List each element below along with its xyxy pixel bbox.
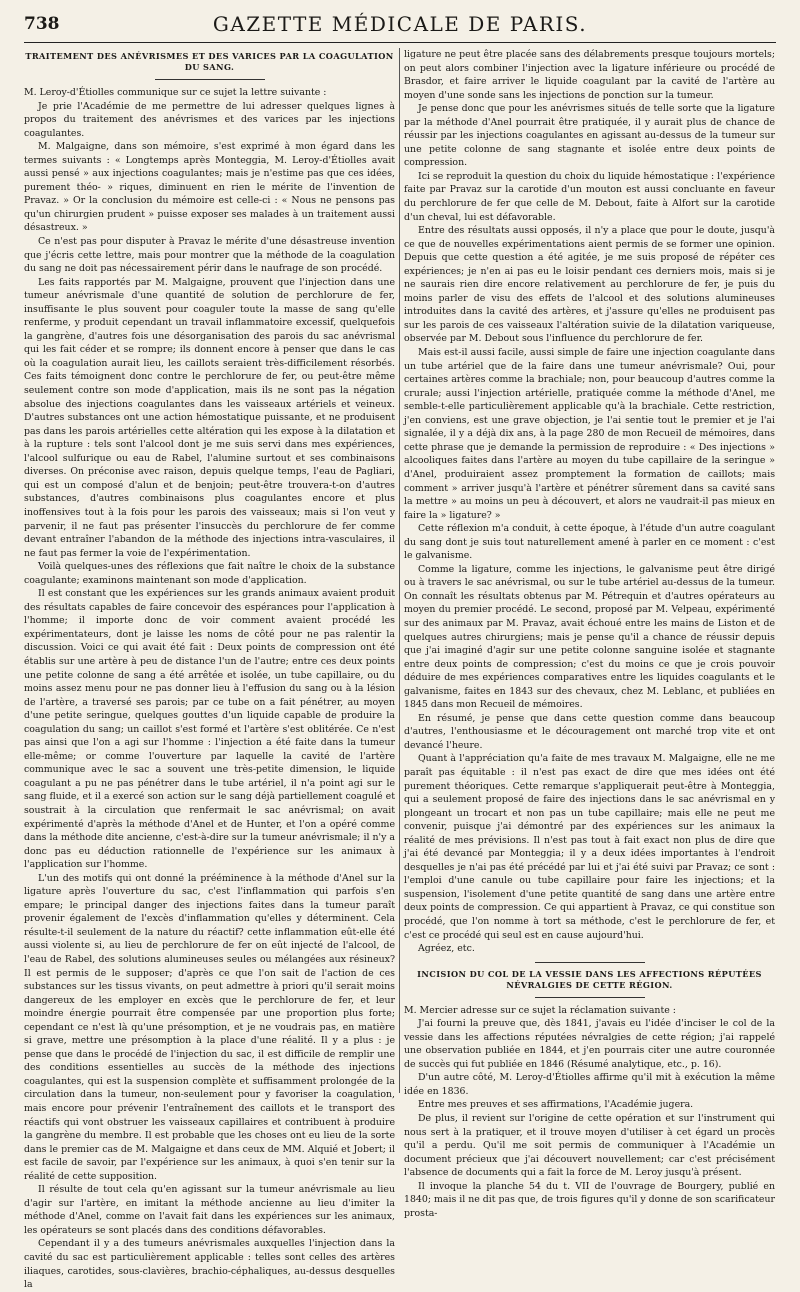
paragraph: Il est constant que les expériences sur les grands animaux avaient produit des résultats capables de faire concevoir des espérances pour l'application à l'homme; il importe donc de voir comment avaient procédé les expérimentateurs, dont je laisse les noms de côté pour ne pas ralentir la discussion. Voici ce qui avait été fait : Deux points de compression ont été établis sur une artère à peu de distance l'un de l'autre; entre ces deux points une petite colonne de sang a été arrêtée et isolée, un tube capillaire, ou du moins assez menu pour ne pas donner lieu à l'effusion du sang ou à la lésion de l'artère, a traversé ses parois; par ce tube on a fait pénétrer, au moyen d'une petite seringue, quelques gouttes d'un liquide capable de produire la coagulation du sang; un caillot s'est formé et l'artère s'est oblitérée. Ce n'est pas ainsi que l'on a agi sur l'homme : l'injection a été faite dans la tumeur elle-même; or comme l'ouverture par laquelle la cavité de l'artère communique avec le sac a souvent une très-petite dimension, le liquide coagulant a pu ne pas pénétrer dans le tube artériel, il n'a point agi sur le sang fluide, et il a exercé son action sur le sang déjà partiellement coagulé et soustrait à la circulation que renfermait le sac anévrismal; on avait expérimenté d'après la méthode d'Anel et de Hunter, et l'on a opéré comme dans la méthode dite ancienne, c'est-à-dire sur la tumeur anévrismale; il n'y a donc pas eu déduction rationnelle de l'expérience sur les animaux à l'application sur l'homme.: [24, 588, 395, 871]
column-divider: [399, 48, 400, 1093]
paragraph: Quant à l'appréciation qu'a faite de mes travaux M. Malgaigne, elle ne me paraît pas équitable : il n'est pas exact de dire que mes idées ont été purement théoriques. Cette remarque s'appliquerait peut-être à Monteggia, qui a seulement proposé de faire des injections dans le sac anévrismal en y plongeant un trocart et non pas un tube capillaire; mais elle ne peut me convenir, puisque j'ai démontré par des expériences sur les animaux la réalité de mes prévisions. Il n'est pas tout à fait exact non plus de dire que j'ai été devancé par Monteggia; il y a deux idées importantes à l'endroit desquelles je n'ai pas été précédé par lui et j'ai été suivi par Pravaz; ce sont : l'emploi d'une canule ou tube capillaire pour faire les injections; et la suspension, l'isolement d'une petite quantité de sang dans une artère entre deux points de compression. Ce qui appartient à Pravaz, ce qui constitue son procédé, que l'on nomme à tort sa méthode, c'est le perchlorure de fer, et c'est ce procédé qui seul est en cause aujourd'hui.: [404, 753, 775, 941]
paragraph: D'un autre côté, M. Leroy-d'Étiolles affirme qu'il mit à exécution la même idée en 1836.: [404, 1072, 775, 1097]
paragraph: Comme la ligature, comme les injections, le galvanisme peut être dirigé ou à travers le sac anévrismal, ou sur le tube artériel au-dessus de la tumeur. On connaît les résultats obtenus par M. Pétrequin et d'autres opérateurs au moyen du premier procédé. Le second, proposé par M. Velpeau, expérimenté sur des animaux par M. Pravaz, avait échoué entre les mains de Liston et de quelques autres chirurgiens; mais je pense qu'il a chance de réussir depuis que j'ai imaginé d'agir sur une petite colonne sanguine isolée et stagnante entre deux points de compression; c'est du moins ce que je crois pouvoir déduire de mes expériences comparatives entre les liquides coagulants et le galvanisme, faites en 1843 sur des chevaux, chez M. Leblanc, et publiées en 1845 dans mon Recueil de mémoires.: [404, 563, 775, 711]
section-separator: [535, 997, 645, 998]
section-heading-bladder: INCISION DU COL DE LA VESSIE DANS LES AFFECTIONS RÉPUTÉES NÉVRALGIES DE CETTE RÉGION.: [417, 968, 762, 990]
page-header: [24, 8, 776, 43]
paragraph: Les faits rapportés par M. Malgaigne, prouvent que l'injection dans une tumeur anévrismale d'une quantité de solution de perchlorure de fer, insuffisante le plus souvent pour coaguler toute la masse de sang qu'elle renferme, y produit cependant un travail inflammatoire excessif, quelquefois la gangrène, d'autres fois une désorganisation des parois du sac anévrismal qui les fait céder et se rompre; ils donnent encore à penser que dans le cas où la coagulation aurait lieu, les caillots seraient très-difficilement résorbés. Ces faits témoignent donc contre le perchlorure de fer, ou peut-être même seulement contre son mode d'application, mais ils ne sont pas la négation absolue des injections coagulantes dans les vaisseaux artériels et veineux. D'autres substances ont une action hémostatique puissante, et ne produisent pas dans les parois artérielles cette altération qui les expose à la dilatation et à la rupture : tels sont l'alcool dont je me suis servi dans mes expériences, l'alcool sulfurique ou eau de Rabel, l'alumine surtout et ses combinaisons diverses. On préconise avec raison, depuis quelque temps, l'eau de Pagliari, qui est un composé d'alun et de benjoin; peut-être trouvera-t-on d'autres substances, d'autres combinaisons plus coagulantes encore et plus inoffensives tout à la fois pour les parois des vaisseaux; mais si l'on veut y parvenir, il ne faut pas présenter l'insuccès du perchlorure de fer comme devant entraîner l'abandon de la méthode des injections intra-vasculaires, il ne faut pas fermer la voie de l'expérimentation.: [24, 276, 395, 559]
paragraph: M. Leroy-d'Étiolles communique sur ce sujet la lettre suivante :: [24, 87, 327, 98]
paragraph: ligature ne peut être placée sans des délabrements presque toujours mortels; on peut alors combiner l'injection avec la ligature inférieure ou procédé de Brasdor, et faire arriver le liquide coagulant par la cavité de l'artère au moyen d'une sonde sans les injections de ponction sur la tumeur.: [404, 49, 775, 101]
paragraph: Il résulte de tout cela qu'en agissant sur la tumeur anévrismale au lieu d'agir sur l'artère, en imitant la méthode ancienne au lieu d'imiter la méthode d'Anel, comme on l'avait fait dans les expériences sur les animaux, les opérateurs se sont placés dans des conditions défavorables.: [24, 1184, 395, 1236]
paragraph: Ce n'est pas pour disputer à Pravaz le mérite d'une désastreuse invention que j'écris cette lettre, mais pour montrer que la méthode de la coagulation du sang ne doit pas nécessairement périr dans le naufrage de son procédé.: [24, 236, 395, 275]
right-column: [404, 48, 775, 1219]
paragraph: Mais est-il aussi facile, aussi simple de faire une injection coagulante dans un tube artériel que de la faire dans une tumeur anévrismale? Oui, pour certaines artères comme la brachiale; non, pour beaucoup d'autres comme la crurale; aussi l'injection artérielle, pratiquée comme la méthode d'Anel, me semble-t-elle particulièrement applicable qu'à la brachiale. Cette restriction, j'en conviens, est une grave objection, je l'ai sentie tout le premier et je l'ai signalée, il y a déjà dix ans, à la page 280 de mon Recueil de mémoires, dans cette phrase que je demande la permission de reproduire : « Des injections » alcooliques faites dans l'artère au moyen du tube capillaire de la seringue » d'Anel, produiraient assez promptement la formation de caillots; mais comment » arriver jusqu'à l'artère et pénétrer sûrement dans sa cavité sans la mettre » au moins un peu à découvert, et alors ne vaudrait-il pas mieux en faire la » ligature? »: [404, 347, 775, 521]
left-column: [24, 48, 395, 1291]
paragraph: Cependant il y a des tumeurs anévrismales auxquelles l'injection dans la cavité du sac est particulièrement applicable : telles sont celles des artères iliaques, carotides, sous-clavières, brachio-céphaliques, au-dessus desquelles la: [24, 1238, 395, 1291]
paragraph: Entre mes preuves et ses affirmations, l'Académie jugera.: [418, 1099, 694, 1111]
paragraph: Je pense donc que pour les anévrismes situés de telle sorte que la ligature par la méthode d'Anel pourrait être pratiquée, il y aurait plus de chance de réussir par les injections coagulantes en agissant au-dessus de la tumeur sur une petite colonne de sang stagnante et isolée entre deux points de compression.: [404, 103, 775, 169]
paragraph: De plus, il revient sur l'origine de cette opération et sur l'instrument qui nous sert à la pratiquer, et il trouve moyen d'utiliser à cet égard un procès qu'il a perdu. Qu'il me soit permis de communiquer à l'Académie un document précieux que j'ai découvert nouvellement; car c'est précisément l'absence de documents qui a fait la force de M. Leroy jusqu'à présent.: [404, 1113, 775, 1179]
section-separator: [155, 79, 265, 80]
paragraph: M. Mercier adresse sur ce sujet la réclamation suivante :: [404, 1004, 676, 1016]
paragraph: L'un des motifs qui ont donné la prééminence à la méthode d'Anel sur la ligature après l'ouverture du sac, c'est l'inflammation qui parfois s'en empare; le principal danger des injections faites dans la tumeur paraît provenir également de l'excès d'inflammation qu'elles y déterminent. Cela résulte-t-il seulement de la nature du réactif? cette inflammation eût-elle été aussi violente si, au lieu de perchlorure de fer on eût injecté de l'alcool, de l'eau de Rabel, des solutions alumineuses seules ou mélangées aux résineux? Il est permis de le supposer; d'après ce que l'on sait de l'action de ces substances sur les tissus vivants, on peut admettre à priori qu'il serait moins dangereux de les employer en excès que le perchlorure de fer, et leur moindre énergie pourrait être compensée par une proportion plus forte; cependant ce n'est là qu'une présomption, et je ne voudrais pas, en matière si grave, mettre une présomption à la place d'une réalité. Il y a plus : je pense que dans le procédé de l'injection du sac, il est difficile de remplir une des conditions essentielles au succès de la méthode des injections coagulantes, qui est la suspension complète et suffisamment prolongée de la circulation dans la tumeur, non-seulement pour y favoriser la coagulation, mais encore pour prévenir l'entraînement des caillots et le transport des réactifs qui vont obstruer les vaisseaux capillaires et contribuent à produire la gangrène du membre. Il est probable que les choses ont eu lieu de la sorte dans le premier cas de M. Malgaigne et dans ceux de MM. Alquié et Jobert; il est facile de savoir, par l'expérience sur les animaux, à quoi s'en tenir sur la réalité de cette supposition.: [24, 872, 395, 1182]
journal-title: GAZETTE MÉDICALE DE PARIS.: [212, 12, 588, 36]
paragraph: Voilà quelques-unes des réflexions que fait naître le choix de la substance coagulante; examinons maintenant son mode d'application.: [24, 561, 395, 586]
paragraph: Agréez, etc.: [418, 943, 475, 955]
paragraph: Il invoque la planche 54 du t. VII de l'ouvrage de Bourgery, publié en 1840; mais il ne dit pas que, de trois figures qu'il y donne de son scarificateur prosta-: [404, 1180, 775, 1219]
paragraph: Ici se reproduit la question du choix du liquide hémostatique : l'expérience faite par Pravaz sur la carotide d'un mouton est aussi concluante en faveur du perchlorure de fer que celle de M. Debout, faite à Alfort sur la carotide d'un cheval, lui est défavorable.: [404, 170, 775, 223]
page-number: 738: [24, 14, 60, 34]
paragraph: En résumé, je pense que dans cette question comme dans beaucoup d'autres, l'enthousiasme et le découragement ont marché trop vite et ont devancé l'heure.: [404, 712, 775, 751]
paragraph: Entre des résultats aussi opposés, il n'y a place que pour le doute, jusqu'à ce que de nouvelles expérimentations aient permis de se former une opinion. Depuis que cette question a été agitée, je me suis proposé de répéter ces expériences; je n'en ai pas eu le loisir pendant ces derniers mois, mais si je ne saurais rien dire encore relativement au perchlorure de fer, je puis du moins parler de visu des effets de l'alcool et des solutions alumineuses introduites dans la cavité des artères, et j'assure qu'elles ne produisent pas sur les parois de ces vaisseaux l'altération suivie de la dilatation variqueuse, observée par M. Debout sous l'influence du perchlorure de fer.: [404, 225, 775, 345]
paragraph: M. Malgaigne, dans son mémoire, s'est exprimé à mon égard dans les termes suivants : « Longtemps après Monteggia, M. Leroy-d'Étiolles avait aussi pensé » aux injections coagulantes; mais je n'estime pas que ces idées, purement théo- » riques, diminuent en rien le mérite de l'invention de Pravaz. » Or la conclusion du mémoire est celle-ci : « Nous ne pensons pas qu'un chirurgien prudent » puisse exposer ses malades à un traitement aussi désastreux. »: [24, 141, 395, 234]
section-heading-aneurysms: TRAITEMENT DES ANÉVRISMES ET DES VARICES PAR LA COAGULATION DU SANG.: [25, 51, 394, 72]
section-separator: [535, 962, 645, 963]
paragraph: Je prie l'Académie de me permettre de lui adresser quelques lignes à propos du traitement des anévrismes et des varices par les injections coagulantes.: [24, 100, 395, 139]
paragraph: J'ai fourni la preuve que, dès 1841, j'avais eu l'idée d'inciser le col de la vessie dans les affections réputées névralgies de cette région; j'ai rappelé une observation publiée en 1844, et j'en pourrais citer une autre couronnée de succès qui fut publiée en 1846 (Résumé analytique, etc., p. 16).: [404, 1018, 775, 1070]
paragraph: Cette réflexion m'a conduit, à cette époque, à l'étude d'un autre coagulant du sang dont je suis tout naturellement amené à parler en ce moment : c'est le galvanisme.: [404, 523, 775, 562]
